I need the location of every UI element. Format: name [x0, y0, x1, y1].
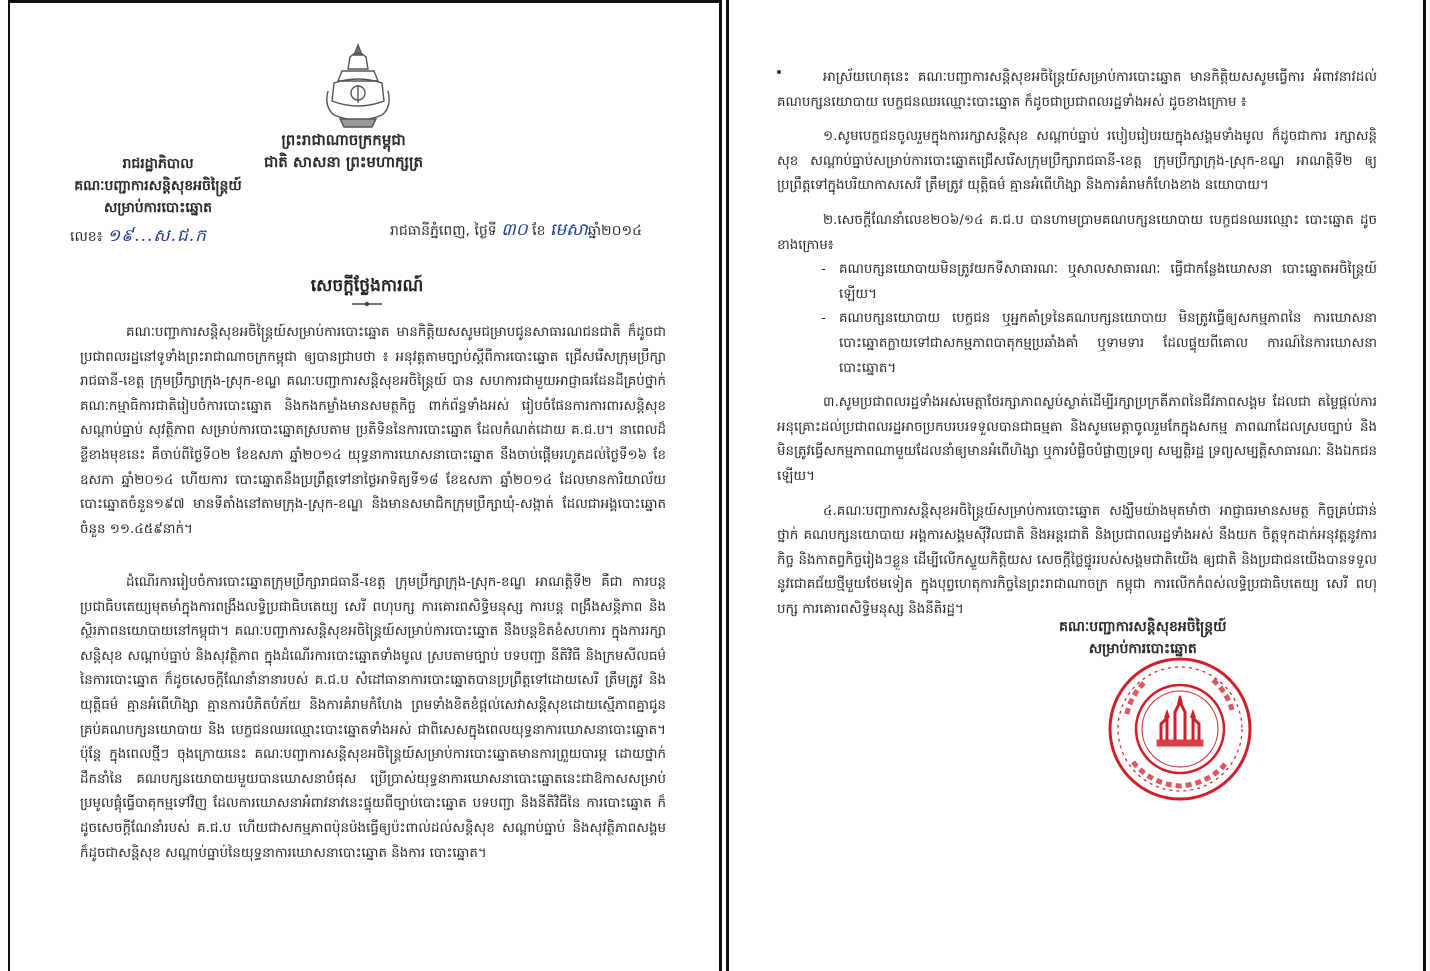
document-title: សេចក្ដីថ្លែងការណ៍: [310, 276, 424, 296]
date-line: [390, 219, 642, 244]
government-line: រាជរដ្ឋាភិបាល: [122, 156, 194, 172]
appeal-body: [777, 66, 1377, 622]
signature-line2: សម្រាប់ការបោះឆ្នោត: [1088, 641, 1197, 657]
kingdom-header: [264, 129, 423, 173]
kingdom-line1: ព្រះរាជាណាចក្រកម្ពុជា: [281, 131, 406, 149]
reference-value: ១៩...ស.ជ.ក: [107, 226, 207, 246]
appeal-point-4: ៤.គណៈបញ្ជាការសន្តិសុខអចិន្ត្រៃយ៍សម្រាប់ការបោះឆ្នោត សង្ឃឹមយ៉ាងមុតមាំថា អាជ្ញាធរមានសមត្ថ កិច្ចគ្រប់ជាន់ថ្នាក់ គណបក្សនយោបាយ អង្គការសង្គមស៊ីវិលជាតិ និងអន្តរជាតិ និងប្រជាពលរដ្ឋទាំងអស់ នឹងយក ចិត្តទុកដាក់អនុវត្តនូវការកិច្ច និងកាតព្វកិច្ចរៀងៗខ្លួន ដើម្បីលើកស្ទួយកិត្តិយស សេចក្ដីថ្លៃថ្នូររបស់សង្គមជាតិយើង ឲ្យជាតិ និងប្រជាជនយើងបានទទួលនូវជោគជ័យថ្មីមួយថែមទៀត ក្នុងបុព្វហេតុការកិច្ចនៃព្រះរាជាណាចក្រ កម្ពុជា ការលើកកំពស់លទ្ធិប្រជាធិបតេយ្យ សេរី ពហុបក្ស ការគោរពសិទ្ធិមនុស្ស និងនីតិរដ្ឋ។: [777, 503, 1377, 617]
date-prefix: រាជធានីភ្នំពេញ, ថ្ងៃទី: [390, 223, 497, 239]
letter-page-1: [8, 0, 722, 971]
royal-emblem-icon: [320, 41, 396, 131]
date-month-label: ខែ: [532, 223, 546, 239]
title-ornament-icon: [350, 301, 384, 307]
paragraph-intro: គណៈបញ្ជាការសន្តិសុខអចិន្ត្រៃយ៍សម្រាប់ការបោះឆ្នោត មានកិត្តិយសសូមជម្រាបជូនសាធារណជនជាតិ ក៏ដូចជាប្រជាពលរដ្ឋនៅទូទាំងព្រះរាជាណាចក្រកម្ពុជា ឲ្យបានជ្រាបថា ៖ អនុវត្តតាមច្បាប់ស្ដីពីការបោះឆ្នោត ជ្រើសរើសក្រុមប្រឹក្សារាជធានី-ខេត្ត ក្រុមប្រឹក្សាក្រុង-ស្រុក-ខណ្ឌ គណៈបញ្ជាការសន្តិសុខអចិន្ត្រៃយ៍ បាន សហការជាមួយអាជ្ញាធរដែនដីគ្រប់ថ្នាក់ គណៈកម្មាធិការជាតិរៀបចំការបោះឆ្នោត និងកងកម្លាំងមានសមត្ថកិច្ច ពាក់ព័ន្ធទាំងអស់ រៀបចំផែនការការពារសន្តិសុខ សណ្ដាប់ធ្នាប់ សុវត្ថិភាព សម្រាប់ការបោះឆ្នោតស្របតាម ប្រតិទិននៃការបោះឆ្នោត ដែលកំណត់ដោយ គ.ជ.ប។ នាពេលដ៏ខ្លីខាងមុខនេះ គឺចាប់ពីថ្ងៃទី០២ ខែឧសភា ឆ្នាំ២០១៤ យុទ្ធនាការឃោសនាបោះឆ្នោត នឹងចាប់ផ្ដើមរហូតដល់ថ្ងៃទី១៦ ខែឧសភា ឆ្នាំ២០១៤ ហើយការ បោះឆ្នោតនឹងប្រព្រឹត្តទៅនាថ្ងៃអាទិត្យទី១៨ ខែឧសភា ឆ្នាំ២០១៤ ដែលមានការិយាល័យបោះឆ្នោតចំនួន១៩៧ មានទីតាំងនៅតាមក្រុង-ស្រុក-ខណ្ឌ និងមានសមាជិកក្រុមប្រឹក្សាឃុំ-សង្កាត់ ដែលជាអង្គបោះឆ្នោតចំនួន ១១.៤៥៩នាក់។: [80, 325, 666, 537]
date-day: ៣០: [501, 220, 528, 240]
official-seal-icon: [1105, 654, 1255, 804]
appeal-point-3: ៣.សូមប្រជាពលរដ្ឋទាំងអស់មេត្តាថែរក្សាភាពស្ងប់ស្ងាត់ដើម្បីរក្សាប្រក្រតីភាពនៃជីវភាពសង្គម ដែលជា តម្លៃផ្ដល់ការអនុគ្រោះដល់ប្រជាពលរដ្ឋអាចប្រកបរបរទទួលបានជាធម្មតា និងសូមមេត្តាចូលរួមកែក្នុងសកម្ម ភាពណាដែលស្របច្បាប់ និងមិនត្រូវធ្វើសកម្មភាពណាមួយដែលនាំឲ្យមានអំពើហិង្សា ឬការបំផ្លិចបំផ្លាញទ្រព្យ សម្បត្តិរដ្ឋ ទ្រព្យសម្បត្តិសាធារណៈ និងឯកជនឡើយ។: [777, 395, 1377, 484]
reference-number: [70, 225, 207, 250]
date-year: ឆ្នាំ២០១៤: [587, 223, 643, 239]
kingdom-motto: ជាតិ សាសនា ព្រះមហាក្សត្រ: [264, 153, 423, 171]
appeal-bullet-1: - គណបក្សនយោបាយមិនត្រូវយកទីសាធារណៈ ឬសាលសាធារណៈ ធ្វើជាកន្លែងឃោសនា បោះឆ្នោតអចិន្ត្រៃយ៍ឡើយ។: [777, 258, 1377, 307]
date-month: មេសា: [549, 220, 588, 240]
appeal-intro: អាស្រ័យហេតុនេះ គណៈបញ្ជាការសន្តិសុខអចិន្ត្រៃយ៍សម្រាប់ការបោះឆ្នោត មានកិត្តិយសសូមធ្វើការ អំពាវនាវដល់គណបក្សនយោបាយ បេក្ខជនឈរឈ្មោះបោះឆ្នោត ក៏ដូចជាប្រជាពលរដ្ឋទាំងអស់ ដូចខាងក្រោម ៖: [777, 70, 1377, 110]
appeal-bullet-2: - គណបក្សនយោបាយ បេក្ខជន ឬអ្នកគាំទ្រនៃគណបក្សនយោបាយ មិនត្រូវធ្វើឲ្យសកម្មភាពនៃ ការឃោសនាបោះឆ្នោតក្លាយទៅជាសកម្មភាពបាតុកម្មប្រឆាំងគាំ ឬទាមទារ ដែលផ្ទុយពីគោល ការណ៍នៃការឃោសនាបោះឆ្នោត។: [777, 307, 1377, 381]
reference-label: លេខ៖: [70, 229, 103, 245]
committee-line: គណៈបញ្ជាការសន្តិសុខអចិន្ត្រៃយ៍: [74, 178, 242, 194]
committee-subline: សម្រាប់ការបោះឆ្នោត: [103, 200, 213, 216]
letter-page-2: [726, 0, 1426, 971]
paragraph-process: ដំណើរការរៀបចំការបោះឆ្នោតក្រុមប្រឹក្សារាជធានី-ខេត្ត ក្រុមប្រឹក្សាក្រុង-ស្រុក-ខណ្ឌ អាណត្តិទី២ គឺជា ការបន្តប្រជាធិបតេយ្យមុតមាំក្នុងការពង្រឹងលទ្ធិប្រជាធិបតេយ្យ សេរី ពហុបក្ស ការគោរពសិទ្ធិមនុស្ស ការបន្ត ពង្រឹងសន្តិភាព និងស្ថិរភាពនយោបាយនៅកម្ពុជា។ គណៈបញ្ជាការសន្តិសុខអចិន្ត្រៃយ៍សម្រាប់ការបោះឆ្នោត នឹងបន្តខិតខំសហការ ក្នុងការរក្សាសន្តិសុខ សណ្ដាប់ធ្នាប់ និងសុវត្ថិភាព ក្នុងដំណើរការបោះឆ្នោតទាំងមូល ស្របតាមច្បាប់ បទបញ្ជា នីតិវិធី និងក្រមសីលធម៌នៃការបោះឆ្នោត ក៏ដូចសេចក្ដីណែនាំនានារបស់ គ.ជ.ប សំដៅធានាការបោះឆ្នោតបានប្រព្រឹត្តទៅដោយសេរី ត្រឹមត្រូវ និងយុត្តិធម៌ គ្មានអំពើហិង្សា គ្មានការបំភិតបំភ័យ និងការគំរាមកំហែង ព្រមទាំងខិតខំផ្ដល់សេវាសន្តិសុខដោយស្មើភាពគ្នាជូនគ្រប់គណបក្សនយោបាយ និង បេក្ខជនឈរឈ្មោះបោះឆ្នោតទាំងអស់ ជាពិសេសក្នុងពេលយុទ្ធនាការឃោសនាបោះឆ្នោត។ ប៉ុន្តែ ក្នុងពេលថ្មីៗ ចុងក្រោយនេះ គណៈបញ្ជាការសន្តិសុខអចិន្ត្រៃយ៍សម្រាប់ការបោះឆ្នោតមានការព្រួយបារម្ភ ដោយថ្នាក់ដឹកនាំនៃ គណបក្សនយោបាយមួយបានឃោសនាបំផុស ប្រើប្រាស់យុទ្ធនាការឃោសនាបោះឆ្នោតនេះជាឱកាសសម្រាប់ ប្រមូលផ្ដុំធ្វើបាតុកម្មទៅវិញ ដែលការឃោសនាអំពាវនាវនេះផ្ទុយពីច្បាប់បោះឆ្នោត បទបញ្ជា និងនីតិវិធីនៃ ការបោះឆ្នោត ក៏ដូចសេចក្ដីណែនាំរបស់ គ.ជ.ប ហើយជាសកម្មភាពប៉ុនប៉ងធ្វើឲ្យប៉ះពាល់ដល់សន្តិសុខ សណ្ដាប់ធ្នាប់ និងសុវត្ថិភាពសង្គម ក៏ដូចជាសន្តិសុខ សណ្ដាប់ធ្នាប់នៃយុទ្ធនាការឃោសនាបោះឆ្នោត និងការ បោះឆ្នោត។: [80, 575, 666, 861]
appeal-point-2: ២.សេចក្ដីណែនាំលេខ២០៦/១៤ គ.ជ.ប បានហាមប្រាមគណបក្សនយោបាយ បេក្ខជនឈរឈ្មោះ បោះឆ្នោត ដូចខាងក្រោម៖: [777, 212, 1377, 253]
issuer-header: [38, 153, 278, 219]
appeal-point-1: ១.សូមបេក្ខជនចូលរួមក្នុងការរក្សាសន្តិសុខ សណ្ដាប់ធ្នាប់ របៀបរៀបរយក្នុងសង្គមទាំងមូល ក៏ដូចជាការ រក្សាសន្តិសុខ សណ្ដាប់ធ្នាប់សម្រាប់ការបោះឆ្នោតជ្រើសរើសក្រុមប្រឹក្សារាជធានី-ខេត្ត ក្រុមប្រឹក្សាក្រុង-ស្រុក-ខណ្ឌ អាណត្តិទី២ ឲ្យប្រព្រឹត្តទៅក្នុងបរិយាកាសសេរី ត្រឹមត្រូវ យុត្តិធម៌ គ្មានអំពើហិង្សា និងការគំរាមកំហែងខាង នយោបាយ។: [777, 129, 1377, 194]
signature-line1: គណៈបញ្ជាការសន្តិសុខអចិន្ត្រៃយ៍: [1059, 619, 1227, 635]
